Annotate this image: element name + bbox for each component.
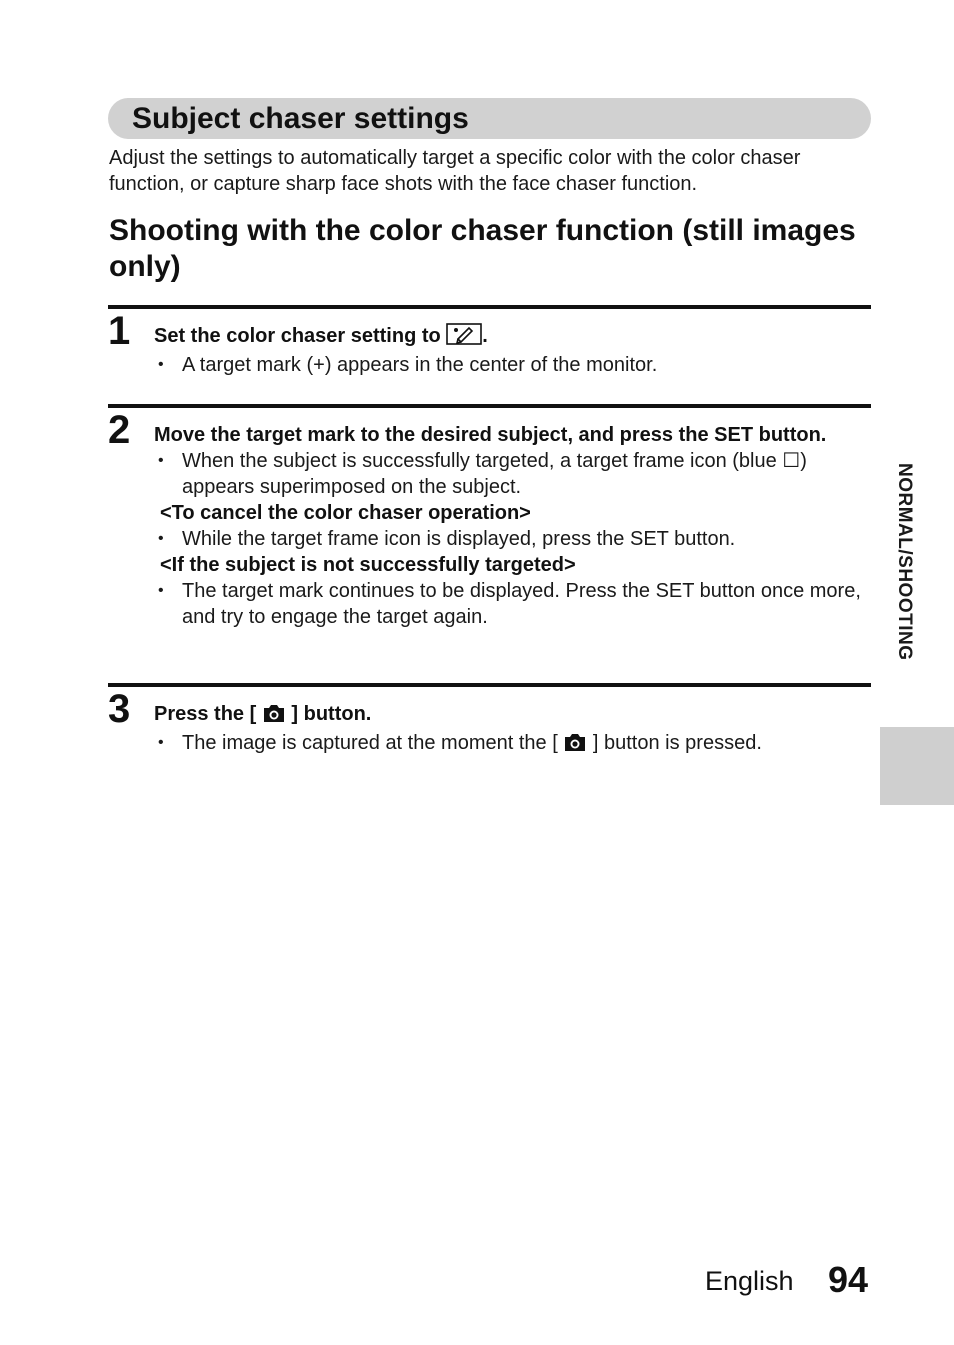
sub-heading: Shooting with the color chaser function (still images only) (109, 214, 856, 283)
step-2-number: 2 (108, 408, 131, 452)
side-tab-label: NORMAL/SHOOTING (894, 463, 915, 661)
camera-icon (563, 732, 587, 759)
color-chaser-icon (446, 323, 482, 352)
step-3-body (154, 701, 870, 759)
step-3-bullet-start: The image is captured at the moment the [ (182, 732, 558, 754)
step-1-title-end: . (482, 325, 488, 347)
step-3-rule (108, 683, 871, 687)
bullet-dot: • (158, 530, 164, 547)
step-2-title: Move the target mark to the desired subject, and press the SET button. (154, 424, 827, 446)
camera-icon (262, 703, 286, 730)
step-1-bullet (154, 352, 870, 378)
footer-language: English (705, 1266, 794, 1296)
intro-paragraph: Adjust the settings to automatically target a specific color with the color chaser function, or capture sharp face shots with the face chaser function. (109, 147, 801, 195)
bullet-dot: • (158, 734, 164, 751)
step-2-bullet-2-text: While the target frame icon is displayed, press the SET button. (182, 528, 736, 550)
side-tab-marker (880, 727, 954, 805)
not-targeted-heading: <If the subject is not successfully targeted> (160, 554, 576, 576)
step-2-bullet-3-text: The target mark continues to be displayed. Press the SET button once more, and try to engage the target again. (182, 580, 861, 628)
step-1-title (154, 323, 870, 352)
step-2-bullet-3 (154, 578, 870, 630)
bullet-dot: • (158, 452, 164, 469)
step-1-body (154, 323, 870, 378)
step-1-bullet-text: A target mark (+) appears in the center of the monitor. (182, 354, 658, 376)
step-1-rule (108, 305, 871, 309)
bullet-dot: • (158, 582, 164, 599)
step-3-bullet (154, 730, 870, 759)
step-3-title-start: Press the [ (154, 703, 257, 725)
step-3-title-end: ] button. (291, 703, 372, 725)
step-2-body (154, 422, 870, 630)
step-2-bullet-2 (154, 526, 870, 552)
section-title: Subject chaser settings (132, 102, 469, 135)
step-2-rule (108, 404, 871, 408)
section-banner (108, 98, 871, 139)
step-3-bullet-end: ] button is pressed. (592, 732, 762, 754)
cancel-heading: <To cancel the color chaser operation> (160, 502, 531, 524)
step-2-bullet-1 (154, 448, 870, 500)
step-3-title (154, 701, 870, 730)
step-1-title-text: Set the color chaser setting to (154, 325, 441, 347)
bullet-dot: • (158, 356, 164, 373)
step-2-bullet-1-text: When the subject is successfully targeted, a target frame icon (blue ☐) appears superimposed on the subject. (182, 450, 807, 498)
step-3-number: 3 (108, 687, 131, 731)
page-number: 94 (828, 1259, 869, 1300)
step-1-number: 1 (108, 309, 131, 353)
